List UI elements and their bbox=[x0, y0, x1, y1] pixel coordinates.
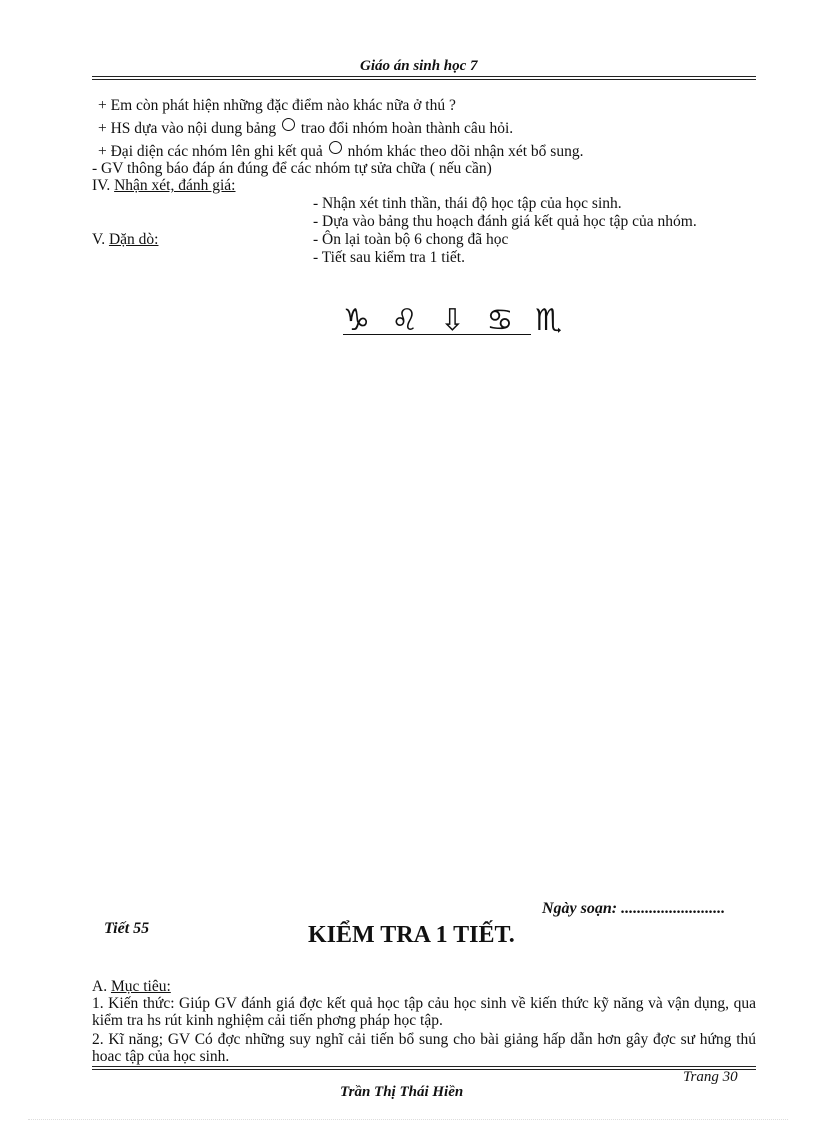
lesson-title: KIỂM TRA 1 TIẾT. bbox=[308, 922, 515, 948]
header-rule-bottom bbox=[92, 79, 756, 80]
symbols-underline bbox=[343, 334, 531, 335]
section-v-item-2: - Tiết sau kiểm tra 1 tiết. bbox=[313, 249, 465, 266]
header-title: Giáo án sinh học 7 bbox=[360, 58, 478, 74]
author-name: Trần Thị Thái Hiền bbox=[340, 1084, 464, 1100]
line-3-start: + Đại diện các nhóm lên ghi kết quả bbox=[98, 143, 323, 160]
header-rule-top bbox=[92, 76, 756, 77]
line-2-end: trao đổi nhóm hoàn thành câu hỏi. bbox=[300, 120, 514, 137]
page-bottom-edge bbox=[28, 1119, 788, 1120]
decorative-symbols: ♑ ♌ ⇩ ♋ ♏ bbox=[343, 303, 568, 338]
objectives-label: Mục tiêu: bbox=[110, 978, 171, 995]
line-2 bbox=[98, 118, 513, 138]
objectives-heading bbox=[92, 978, 171, 996]
section-iv-heading bbox=[92, 177, 236, 195]
section-iv-number: IV. bbox=[92, 177, 111, 194]
footer-rule-top bbox=[92, 1066, 756, 1067]
line-3 bbox=[98, 141, 583, 161]
section-iv-item-2: - Dựa vào bảng thu hoạch đánh giá kết quả học tập của nhóm. bbox=[313, 213, 697, 230]
objectives-letter: A. bbox=[92, 978, 108, 995]
section-iv-label: Nhận xét, đánh giá: bbox=[114, 177, 236, 194]
section-v-label: Dặn dò: bbox=[108, 231, 159, 248]
objective-knowledge: 1. Kiến thức: Giúp GV đánh giá đợc kết quả học tập cảu học sinh về kiến thức kỹ năng và vận dụng, qua kiểm tra hs rút kinh nghiệm cải tiến phơng pháp học tập. bbox=[92, 995, 756, 1029]
section-v-number: V. bbox=[92, 231, 106, 248]
objective-skills: 2. Kĩ năng; GV Có đợc những suy nghĩ cải tiến bổ sung cho bài giảng hấp dẫn hơn gây đợc sư hứng thú hoac tập của học sinh. bbox=[92, 1031, 756, 1065]
line-3-end: nhóm khác theo dõi nhận xét bổ sung. bbox=[347, 143, 584, 160]
section-v-heading bbox=[92, 231, 158, 249]
page-number: Trang 30 bbox=[683, 1069, 738, 1085]
circle-icon bbox=[329, 141, 342, 154]
line-1: + Em còn phát hiện những đặc điểm nào khác nữa ở thú ? bbox=[98, 97, 456, 114]
date-label: Ngày soạn: .......................... bbox=[542, 900, 726, 917]
circle-icon bbox=[282, 118, 295, 131]
period-label: Tiết 55 bbox=[104, 920, 150, 937]
line-4: - GV thông báo đáp án đúng để các nhóm tự sửa chữa ( nếu cần) bbox=[92, 160, 492, 177]
section-iv-item-1: - Nhận xét tinh thần, thái độ học tập của học sinh. bbox=[313, 195, 622, 212]
footer-rule-bottom bbox=[92, 1069, 756, 1070]
line-2-start: + HS dựa vào nội dung bảng bbox=[98, 120, 277, 137]
section-v-item-1: - Ôn lại toàn bộ 6 chong đã học bbox=[313, 231, 509, 248]
